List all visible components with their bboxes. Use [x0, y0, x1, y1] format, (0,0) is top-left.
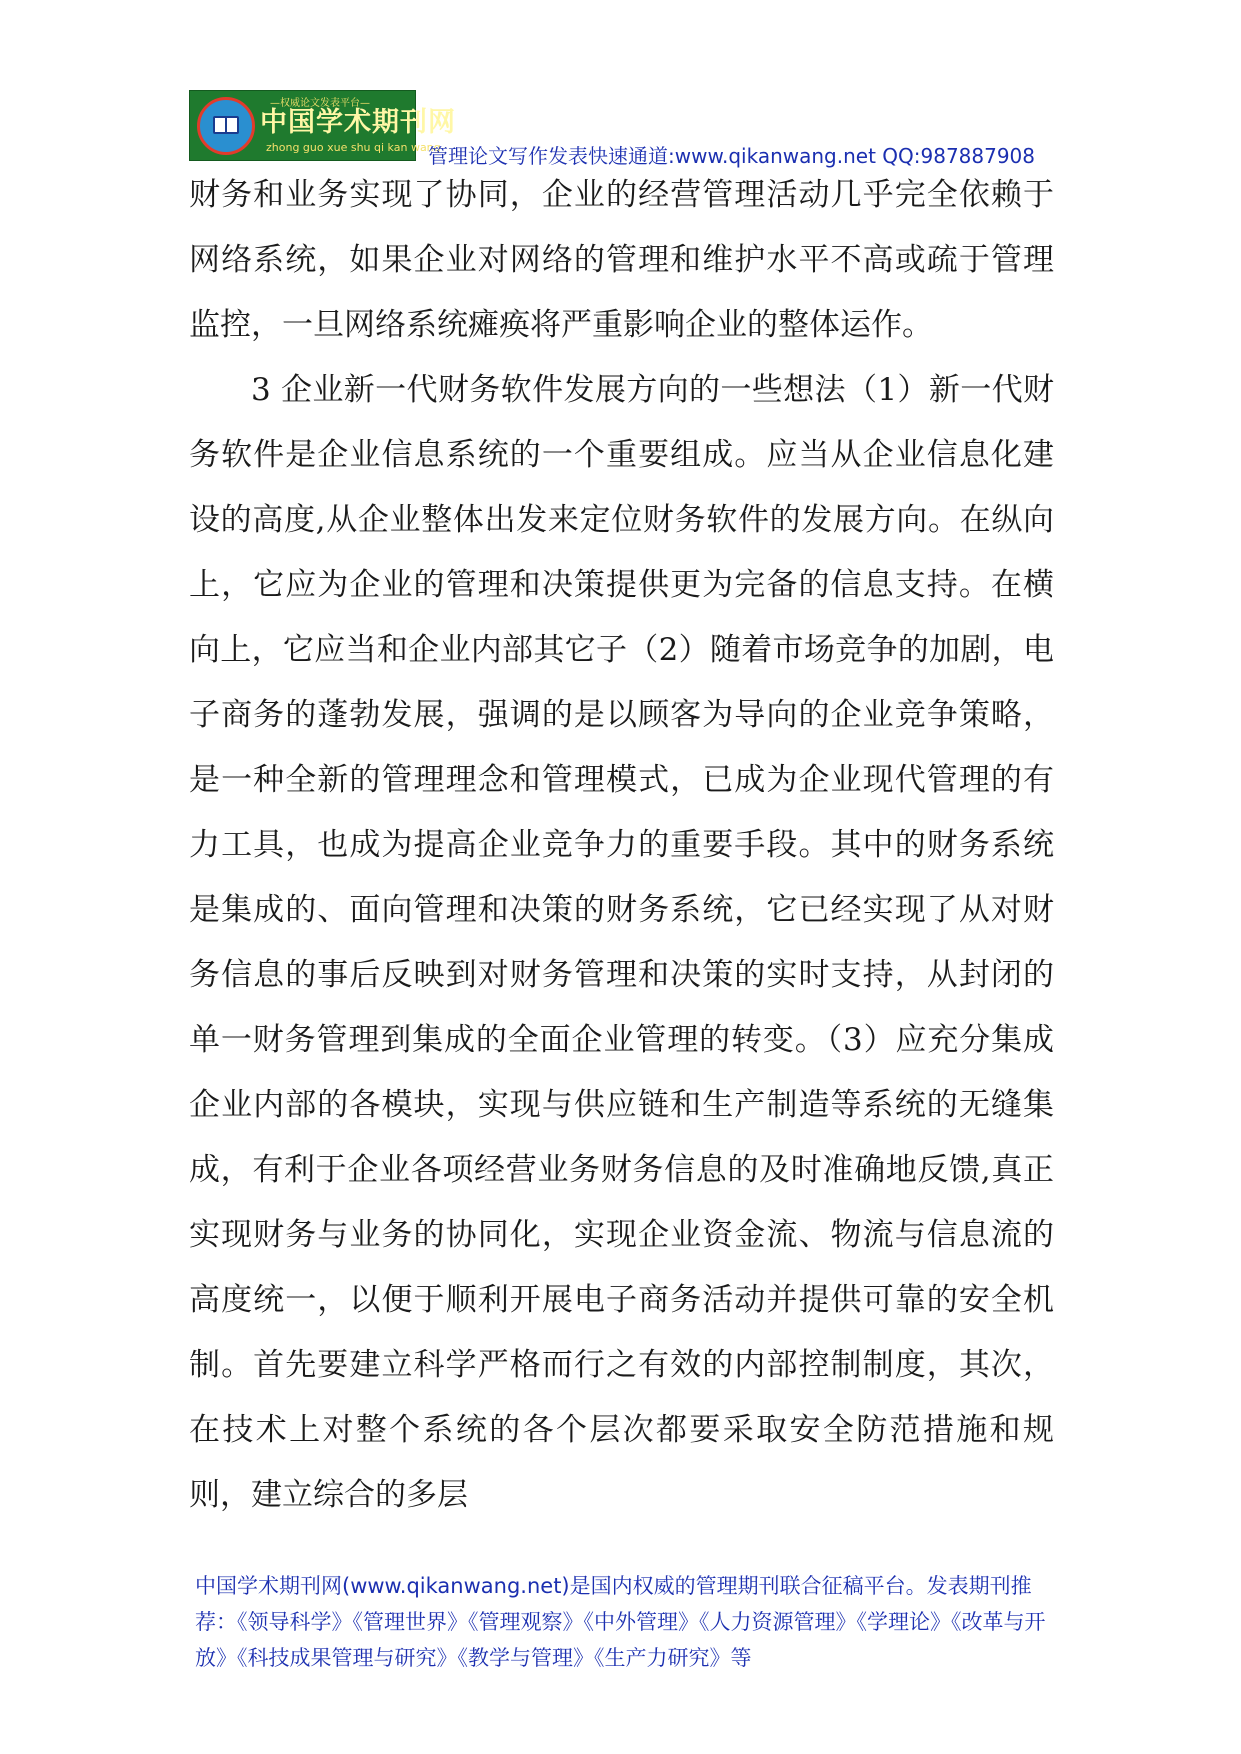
logo-name: 中国学术期刊网 [260, 107, 456, 138]
book-emblem-icon [197, 97, 255, 155]
footer-promo [195, 1568, 1065, 1676]
site-logo[interactable] [189, 90, 456, 161]
paragraph-1: 财务和业务实现了协同，企业的经营管理活动几乎完全依赖于网络系统，如果企业对网络的管理和维护水平不高或疏于管理监控，一旦网络系统瘫痪将严重影响企业的整体运作。 [189, 177, 1054, 343]
article-body [189, 163, 1054, 1528]
footer-text: 中国学术期刊网(www.qikanwang.net)是国内权威的管理期刊联合征稿平台。发表期刊推荐：《领导科学》《管理世界》《管理观察》《中外管理》《人力资源管理》《学理论》《改革与开放》《科技成果管理与研究》《教学与管理》《生产力研究》等 [195, 1574, 1046, 1670]
header-submission-link[interactable]: 管理论文写作发表快速通道:www.qikanwang.net QQ:987887908 [428, 144, 1036, 168]
open-book-icon [213, 116, 239, 134]
logo-pinyin: zhong guo xue shu qi kan wang [266, 141, 441, 154]
logo-tagline: —权威论文发表平台— [270, 98, 370, 109]
paragraph-2: 3 企业新一代财务软件发展方向的一些想法（1）新一代财务软件是企业信息系统的一个重要组成。应当从企业信息化建设的高度,从企业整体出发来定位财务软件的发展方向。在纵向上，它应为企业的管理和决策提供更为完备的信息支持。在横向上，它应当和企业内部其它子（2）随着市场竞争的加剧，电子商务的蓬勃发展，强调的是以顾客为导向的企业竞争策略，是一种全新的管理理念和管理模式，已成为企业现代管理的有力工具，也成为提高企业竞争力的重要手段。其中的财务系统是集成的、面向管理和决策的财务系统，它已经实现了从对财务信息的事后反映到对财务管理和决策的实时支持，从封闭的单一财务管理到集成的全面企业管理的转变。（3）应充分集成企业内部的各模块，实现与供应链和生产制造等系统的无缝集成，有利于企业各项经营业务财务信息的及时准确地反馈,真正实现财务与业务的协同化，实现企业资金流、物流与信息流的高度统一，以便于顺利开展电子商务活动并提供可靠的安全机制。首先要建立科学严格而行之有效的内部控制制度，其次，在技术上对整个系统的各个层次都要采取安全防范措施和规则，建立综合的多层 [189, 372, 1054, 1513]
